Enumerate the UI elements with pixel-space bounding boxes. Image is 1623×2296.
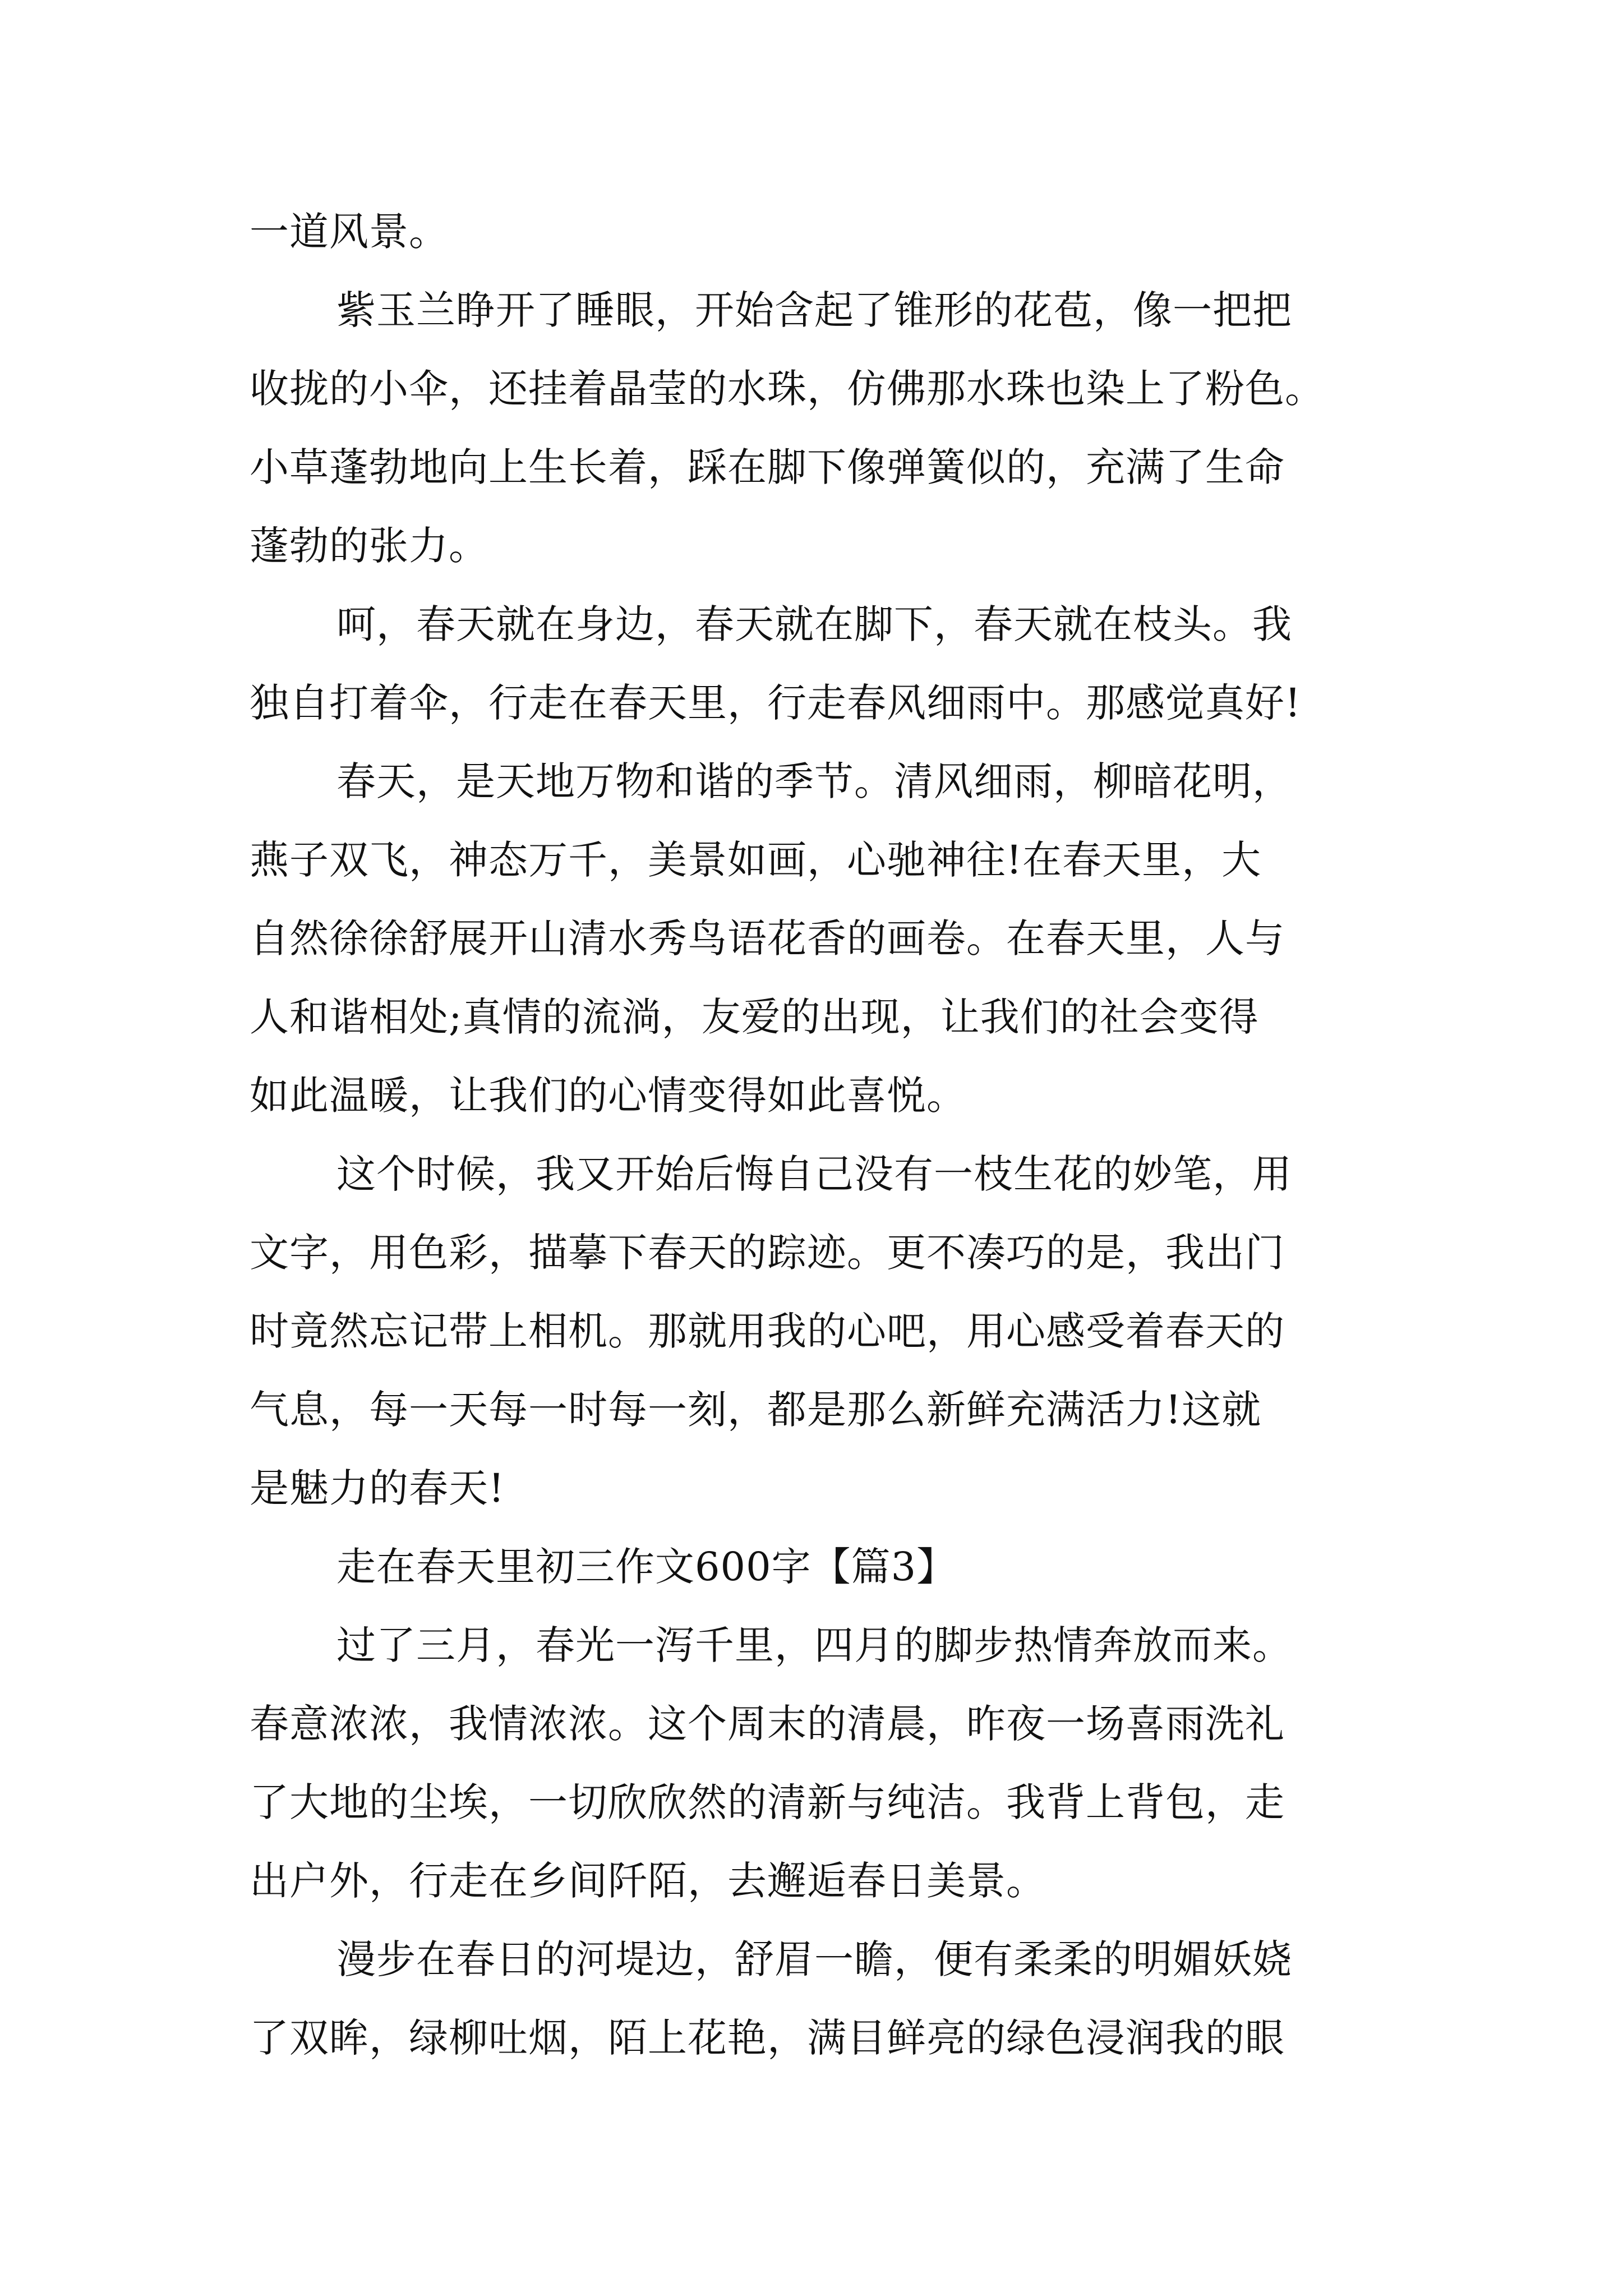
text-line: 紫玉兰睁开了睡眼，开始含起了锥形的花苞，像一把把 [336, 287, 1292, 333]
text-line: 了大地的尘埃，一切欣欣然的清新与纯洁。我背上背包，走 [250, 1779, 1285, 1825]
text-line: 如此温暖，让我们的心情变得如此喜悦。 [250, 1073, 966, 1119]
text-line: 人和谐相处;真情的流淌，友爱的出现，让我们的社会变得 [250, 994, 1259, 1040]
text-line: 过了三月，春光一泻千里，四月的脚步热情奔放而来。 [336, 1622, 1292, 1668]
text-line: 是魅力的春天! [250, 1465, 505, 1511]
text-line: 气息，每一天每一时每一刻，都是那么新鲜充满活力!这就 [250, 1387, 1262, 1433]
section-heading: 走在春天里初三作文600字【篇3】 [336, 1544, 957, 1590]
text-line: 春天，是天地万物和谐的季节。清风细雨，柳暗花明， [336, 758, 1292, 804]
text-line: 文字，用色彩，描摹下春天的踪迹。更不凑巧的是，我出门 [250, 1230, 1285, 1276]
text-line: 独自打着伞，行走在春天里，行走春风细雨中。那感觉真好! [250, 680, 1302, 726]
text-line: 一道风景。 [250, 209, 449, 255]
text-line: 燕子双飞，神态万千，美景如画，心驰神往!在春天里，大 [250, 837, 1262, 883]
text-line: 蓬勃的张力。 [250, 523, 488, 569]
text-line: 了双眸，绿柳吐烟，陌上花艳，满目鲜亮的绿色浸润我的眼 [250, 2015, 1285, 2061]
text-line: 呵，春天就在身边，春天就在脚下，春天就在枝头。我 [336, 601, 1292, 647]
text-line: 收拢的小伞，还挂着晶莹的水珠，仿佛那水珠也染上了粉色。 [250, 366, 1325, 412]
text-line: 春意浓浓，我情浓浓。这个周末的清晨，昨夜一场喜雨洗礼 [250, 1701, 1285, 1747]
text-line: 出户外，行走在乡间阡陌，去邂逅春日美景。 [250, 1858, 1046, 1904]
text-line: 自然徐徐舒展开山清水秀鸟语花香的画卷。在春天里，人与 [250, 915, 1285, 961]
text-line: 时竟然忘记带上相机。那就用我的心吧，用心感受着春天的 [250, 1308, 1285, 1354]
text-line: 小草蓬勃地向上生长着，踩在脚下像弹簧似的，充满了生命 [250, 444, 1285, 490]
text-line: 这个时候，我又开始后悔自己没有一枝生花的妙笔，用 [336, 1151, 1292, 1197]
text-line: 漫步在春日的河堤边，舒眉一瞻，便有柔柔的明媚妖娆 [336, 1936, 1292, 1982]
